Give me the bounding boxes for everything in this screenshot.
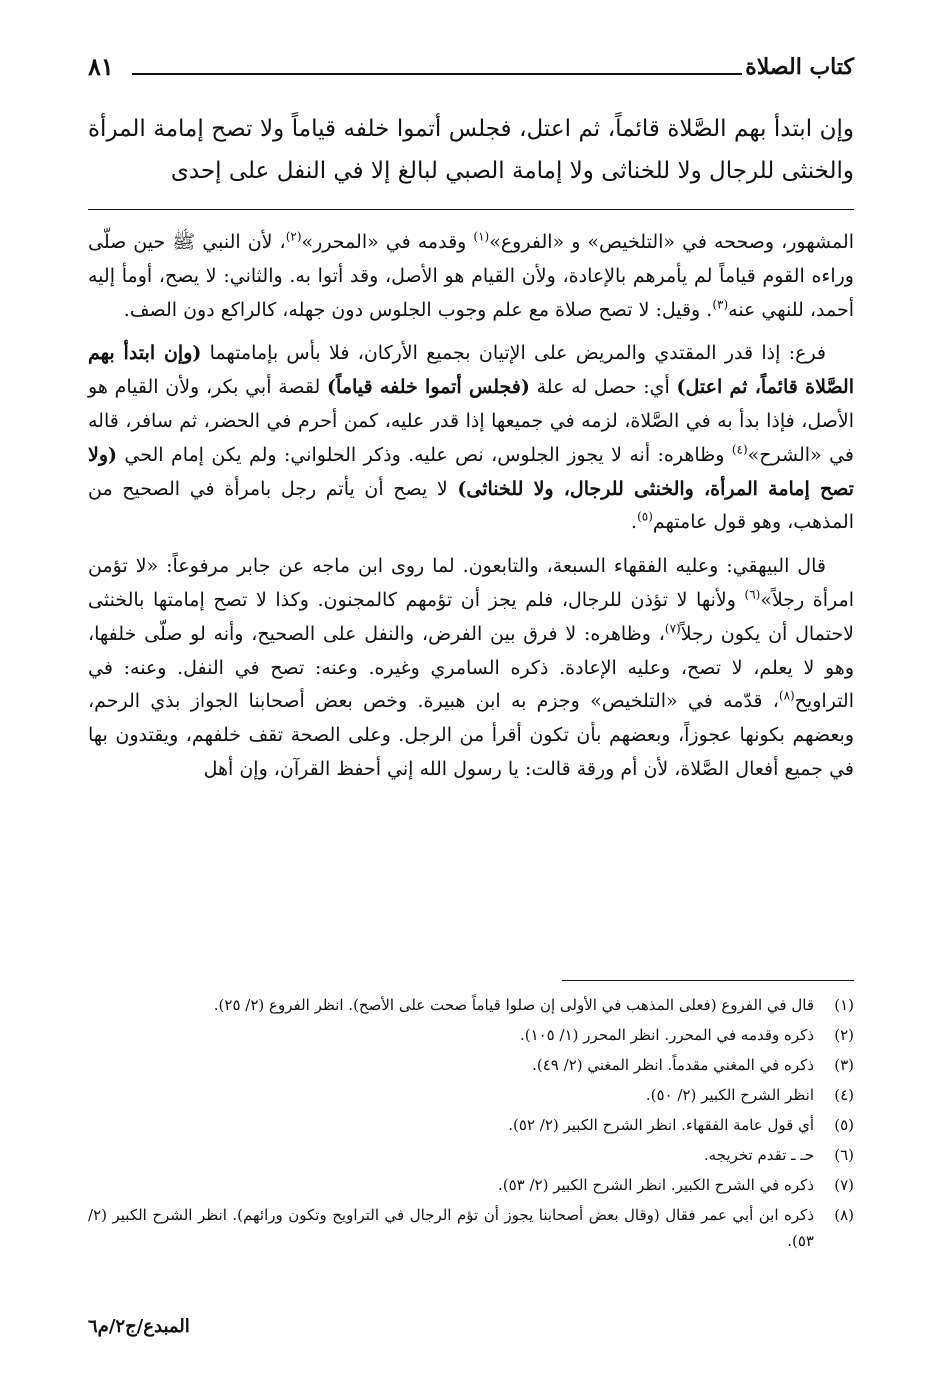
printer-signature: المبدع/ج٢/م٦ — [88, 1316, 190, 1337]
footnote-number: (٢) — [834, 1026, 854, 1044]
footnote-number: (٥) — [834, 1116, 854, 1134]
footnote — [88, 1082, 854, 1108]
footnote — [88, 1052, 854, 1078]
footnote-text: قال في الفروع (فعلى المذهب في الأولى إن صلوا قياماً صحت على الأصح). انظر الفروع (٢/ ٢٥). — [213, 996, 814, 1014]
page-header — [88, 52, 854, 86]
footnote-text: حـ ـ تقدم تخريجه. — [703, 1146, 814, 1164]
footnote-number: (١) — [834, 996, 854, 1014]
footnote — [88, 1172, 854, 1198]
footnote-marker-8: (٨) — [778, 689, 795, 704]
text-run: . وقيل: لا تصح صلاة مع علم وجوب الجلوس دون جهله، كالراكع دون الصف. — [123, 298, 713, 321]
footnote — [88, 992, 854, 1018]
footnote-separator — [562, 980, 854, 981]
footnote-number: (٦) — [834, 1146, 854, 1164]
footnote-text: ذكره ابن أبي عمر فقال (وقال بعض أصحابنا يجوز أن تؤم الرجال في التراويح وتكون ورائهم). انظر الشرح الكبير (٢/ ٥٣). — [88, 1206, 814, 1250]
footnote-marker-6: (٦) — [744, 587, 761, 602]
footnote-number: (٤) — [834, 1086, 854, 1104]
header-rule — [132, 73, 742, 75]
footnote-marker-3: (٣) — [712, 297, 729, 312]
footnote-text: ذكره في المغني مقدماً. انظر المغني (٢/ ٤٩). — [532, 1056, 814, 1074]
footnote-number: (٨) — [834, 1206, 854, 1224]
commentary-paragraph-2 — [88, 337, 854, 540]
footnote-marker-2: (٢) — [285, 229, 302, 244]
footnote-text: ذكره وقدمه في المحرر. انظر المحرر (١/ ١٠٥). — [519, 1026, 814, 1044]
main-separator — [88, 209, 854, 210]
text-run: ولأنها لا تؤذن للرجال، فلم يجز أن تؤمهم كالمجنون. وكذا لا تصح إمامتها بالخنثى لاحتمال أن يكون رجلاً — [88, 588, 854, 645]
main-text: وإن ابتدأ بهم الصَّلاة قائماً، ثم اعتل، فجلس أتموا خلفه قياماً ولا تصح إمامة المرأة والخنثى للرجال ولا للخناثى ولا إمامة الصبي لبالغ إلا في النفل على إحدى — [88, 116, 854, 184]
footnote-text: أي قول عامة الفقهاء. انظر الشرح الكبير (٢/ ٥٢). — [508, 1116, 814, 1134]
footnote-text: ذكره في الشرح الكبير. انظر الشرح الكبير (٢/ ٥٣). — [497, 1176, 814, 1194]
footnote — [88, 1202, 854, 1254]
text-run: . — [631, 511, 638, 534]
footnote-marker-4: (٤) — [731, 442, 748, 457]
commentary-paragraph-3 — [88, 550, 854, 787]
footnote-marker-7: (٧) — [664, 621, 681, 636]
book-title: كتاب الصلاة — [745, 54, 854, 80]
text-run: لقصة أبي بكر، ولأن القيام هو الأصل، فإذا بدأ به في الصَّلاة، لزمه في جميعها إذا قدر عليه، كمن أحرم في الحضر، ثم سافر، قاله في «الشرح» — [88, 376, 854, 466]
text-run: قال البيهقي: وعليه الفقهاء السبعة، والتابعون. لما روى ابن ماجه عن جابر مرفوعاً: «لا تؤمن امرأة رجلاً» — [88, 555, 854, 611]
text-run: ، لأن النبي ﷺ حين صلّى وراءه القوم قياماً لم يأمرهم بالإعادة، ولأن القيام هو الأصل، وقد أتوا به. والثاني: لا يصح، أومأ إليه أحمد، للنهي عنه — [88, 231, 854, 321]
text-run: وظاهره: أنه لا يجوز الجلوس، نص عليه. وذكر الحلواني: ولم يكن إمام الحي — [117, 443, 732, 466]
footnote — [88, 1142, 854, 1168]
quoted-matn: (ولا تصح إمامة المرأة، والخنثى للرجال، ولا للخناثى) — [88, 443, 854, 500]
page-number: ٨١ — [88, 52, 114, 81]
quoted-matn: (فجلس أتموا خلفه قياماً) — [327, 376, 530, 399]
commentary-paragraph-1 — [88, 226, 854, 327]
footnote — [88, 1022, 854, 1048]
footnote-marker-1: (١) — [473, 229, 490, 244]
text-run: أي: حصل له علة — [529, 376, 677, 399]
text-run: ، قدّمه في «التلخيص» وجزم به ابن هبيرة. وخص بعض أصحابنا الجواز بذي الرحم، وبعضهم بكونها عجوزاً، وبعضهم بأن تكون أقرأ من الرجل. وعلى الصحة تقف خلفهم، ويقتدون بها في جميع أفعال الصَّلاة، لأن أم ورقة قالت: يا رسول الله إني أحفظ القرآن، وإن أهل — [88, 690, 854, 780]
footnote-number: (٧) — [834, 1176, 854, 1194]
footnote — [88, 1112, 854, 1138]
quoted-matn: (وإن ابتدأ بهم الصَّلاة قائماً، ثم اعتل) — [88, 342, 854, 399]
text-run: وقدمه في «المحرر» — [301, 231, 474, 253]
text-run: لا يصح أن يأتم رجل بامرأة في الصحيح من المذهب، وهو قول عامتهم — [88, 477, 854, 534]
text-run: ، وظاهره: لا فرق بين الفرض، والنفل على الصحيح، وأنه لو صلّى خلفها، وهو لا يعلم، لا تصح، وعليه الإعادة. ذكره السامري وغيره. وعنه: تصح في النفل. وعنه: في التراويح — [88, 622, 854, 713]
commentary — [88, 226, 854, 787]
text-run: المشهور، وصححه في «التلخيص» و «الفروع» — [489, 231, 854, 253]
text-run: فرع: إذا قدر المقتدي والمريض على الإتيان بجميع الأركان، فلا بأس بإمامتهما — [201, 342, 827, 365]
footnote-text: انظر الشرح الكبير (٢/ ٥٠). — [645, 1086, 814, 1104]
footnote-marker-5: (٥) — [637, 510, 653, 525]
footnote-number: (٣) — [834, 1056, 854, 1074]
footnotes — [88, 992, 854, 1258]
